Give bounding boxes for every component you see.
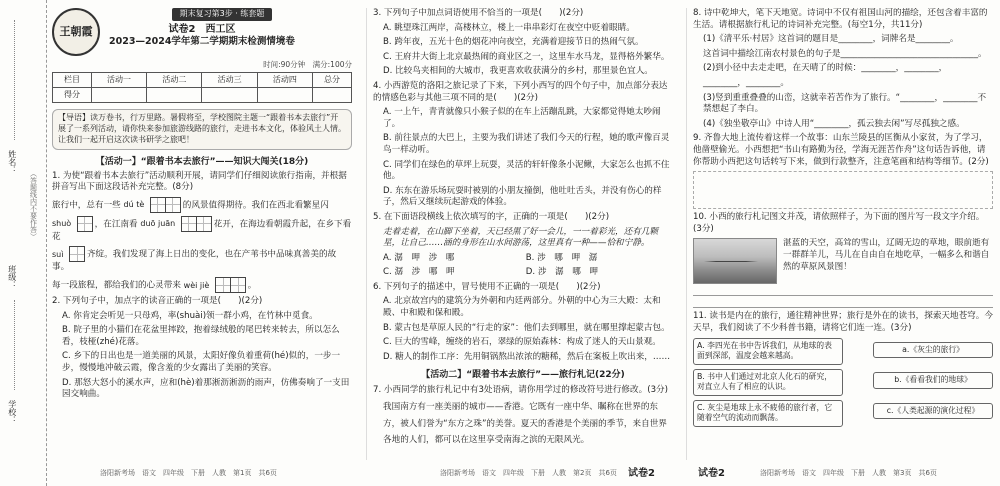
passage: 我国南方有一座美丽的城市——香港。它既有一座中华、瞩称在世界的东方，被人们誉为“东方之珠”的美誉。夏天的香港是个美丽的季节，来自世界各地的人们，都可以在这里享受南海之滨的无限风光。 <box>383 402 667 445</box>
answer-grid[interactable] <box>230 277 246 293</box>
text: 齐绽。我们发现了海上日出的变化，也在产苇书中品味真善美的故事。 <box>52 249 337 273</box>
footer-page3: 洛阳新考场 语文 四年级 下册 人教 第3页 共6页 <box>760 468 937 477</box>
text: 的风景值得期待。我们在西北看繁星闪 <box>182 200 329 211</box>
answer-grid[interactable] <box>181 216 197 232</box>
score-cell[interactable] <box>313 88 352 103</box>
fill-item[interactable]: ________，________。 <box>703 77 789 88</box>
publisher-logo: 王朝霞 <box>52 8 100 56</box>
class-label: 班级： <box>7 265 17 289</box>
question-7: 7. 小西同学的旅行札记中有3处语病，请你用学过的修改符号进行修改。(3分) <box>373 384 668 395</box>
question-9: 9. 齐鲁大地上流传着这样一个故事：山东兰陵县的匡衡从小家贫，为了学习，他凿壁偷光。小西想把“书山有路勤为径，学海无涯苦作舟”这句话告诉他，请你帮助小西把这句话转写下来，做到行款整齐，注意笔画和结构等细节。(2分) <box>693 133 989 167</box>
option: A. 潺 呷 涉 哪 <box>383 252 455 263</box>
score-cell[interactable] <box>147 88 202 103</box>
binding-notice: （答题线内不要作答） <box>29 170 38 240</box>
question-5: 5. 在下面语段横线上依次填写的字，正确的一项是( )(2分) <box>373 211 610 222</box>
fill-item[interactable]: (4)《独坐敬亭山》中诗人用“________，孤云独去闲”写尽孤独之感。 <box>703 118 965 129</box>
q10-answer-lines[interactable] <box>693 284 993 308</box>
question-11: 11. 读书是内在的旅行，通往精神世界；旅行是外在的读书，探索天地苍穹。今天早，我们阅读了不少科普书籍，请将它们连一连。(3分) <box>693 311 993 333</box>
option: B. 院子里的小猫们在花盆里摔跤，抱着绿绒般的尾巴转来转去，所以怎么看，枝桠(zhé)花落。 <box>62 325 340 347</box>
score-cell[interactable] <box>91 88 146 103</box>
guide-box: 【导语】读万卷书，行万里路。暑假将至，学校图院主题一“跟着书本去旅行”开展了一系列活动，请你快来参加旅游线路的旅行，走进书本文化，体验风土人情。让我们一起开启这次读书研学之旅吧！ <box>52 109 352 149</box>
score-header: 栏目 <box>53 73 92 88</box>
score-table <box>52 72 352 103</box>
question-6: 6. 下列句子的描述中，冒号使用不正确的一项是( )(2分) <box>373 281 601 292</box>
column-2 <box>366 8 673 460</box>
score-header: 活动一 <box>91 73 146 88</box>
option: C. 王府井大街上北京最热闹的商业区之一，这里车水马龙，显得格外繁华。 <box>383 51 670 62</box>
pinyin-line <box>52 197 352 213</box>
match-left <box>693 338 843 431</box>
question-8: 8. 诗中乾坤大，笔下天地宽。诗词中不仅有祖国山河的描绘，还包含着丰富的生活。请根据旅行札记的诗词补充完整。(每空1分，共11分) <box>693 8 988 30</box>
option: C. 乡下的日出也是一道美丽的风景，太阳好像负着重荷(hé)似的，一步一步，慢慢地冲破云霞，像含羞的少女露出了美丽的笑容。 <box>62 351 341 373</box>
option: A. 北京故宫内的建筑分为外朝和内廷两部分。外朝的中心为三大殿：太和殿、中和殿和保和殿。 <box>383 296 661 319</box>
footer-page2: 洛阳新考场 语文 四年级 下册 人教 第2页 共6页 <box>440 468 617 477</box>
column-3 <box>686 8 993 460</box>
binding-margin <box>0 0 47 486</box>
option: C. 同学们在绿色的草坪上玩耍，灵活的轩轩像条小泥鳅，大家怎么也抓不住他。 <box>383 159 670 182</box>
question-4: 4. 小西游览的洛阳之旅记录了下来，下列小西写的四个句子中，加点部分表达的情感色彩与其他三项不同的是( )(2分) <box>373 80 668 103</box>
fill-item[interactable]: (1)《清平乐·村居》这首词的题目是________，词牌名是________。 <box>703 34 959 45</box>
option: B. 前往景点的大巴上，主要为我们讲述了我们今天的行程，她的歌声像百灵鸟一样动听。 <box>383 133 670 155</box>
answer-grid[interactable] <box>165 197 181 213</box>
match-book[interactable]: b.《看看我们的地球》 <box>873 372 993 389</box>
fill-item[interactable]: (2)到小径中去走走吧，在天晴了的时候：________，________， <box>703 63 948 74</box>
sample-text: 湛蓝的天空，高耸的雪山，辽阔无边的草地，眼前逝有一群群羊儿，马儿在自由自在地吃草，一幅多么和谐自然的草原风景图！ <box>783 238 990 272</box>
match-right <box>873 342 993 431</box>
text: 旅行中，总有一些 <box>52 200 121 211</box>
question-1: 1. 为使“跟着书本去旅行”活动顺利开展，请同学们仔细阅读旅行指南，并根据拼音写出下面这段话补充完整。(8分) <box>52 170 347 193</box>
fill-item[interactable]: 这首词中描绘江南农村景色的句子是________________________________。 <box>703 48 987 59</box>
option: D. 东东在游乐场玩耍时被别的小朋友撞倒，他吐吐舌头，并没有伤心的样子，然后又继续玩起游戏的体验。 <box>383 185 662 208</box>
text: 每一段旅程，都给我们的心灵带来 <box>52 280 181 291</box>
paper-badge: 试卷2 <box>628 467 655 479</box>
score-header: 总分 <box>313 73 352 88</box>
pinyin: wèi jiè <box>183 280 210 290</box>
score-header: 活动三 <box>202 73 257 88</box>
answer-grid[interactable] <box>215 277 231 293</box>
pinyin-line <box>52 246 352 274</box>
exam-header <box>52 8 352 58</box>
option: D. 糖人的制作工序：先用铜锅熬出浓浓的糖稀，然后在案板上吹出来，…… <box>383 351 671 362</box>
school-label: 学校： <box>7 400 17 424</box>
option: B. 蒙古包是草原人民的“行走的家”：他们去到哪里，就在哪里撑起蒙古包。 <box>383 322 670 333</box>
text: ，在江南看 <box>94 219 138 230</box>
activity2-title: 【活动二】“跟着书本去旅行”——旅行札记(22分) <box>421 370 625 381</box>
score-row-label: 得分 <box>53 88 92 103</box>
question-3: 3. 下列句子中加点词语使用不恰当的一项是( )(2分) <box>373 8 584 18</box>
activity1-title: 【活动一】“跟着书本去旅行”——知识大闯关(18分) <box>95 156 309 167</box>
option-row <box>373 253 673 265</box>
exam-meta: 时间:90分钟 满分:100分 <box>263 60 352 69</box>
match-book[interactable]: c.《人类起源的演化过程》 <box>873 403 993 420</box>
question-2: 2. 下列句子中，加点字的读音正确的一项是( )(2分) <box>52 296 263 307</box>
answer-grid[interactable] <box>150 197 166 213</box>
paper-badge: 试卷2 <box>698 467 725 479</box>
option: A. 一上午，青青就像只小猴子似的在车上活蹦乱跳，大家都觉得她太吵闹了。 <box>383 107 661 129</box>
matching-area <box>693 338 993 431</box>
option: D. 那怒大怒小的溪水声，应和(hè)着那淅沥淅沥的雨声，仿佛奏响了一支田园交响曲。 <box>62 377 350 400</box>
question-10: 10. 小西的旅行札记图文并茂，请依照样子，为下面的图片写一段文字介绍。(3分) <box>693 212 985 234</box>
option: B. 涉 哪 呷 潺 <box>525 252 598 263</box>
name-label: 姓名： <box>7 150 17 174</box>
exam-subtitle: 2023—2024学年第二学期期末检测情境卷 <box>109 36 295 48</box>
header-band: 期末复习第3步 · 练套题 <box>172 8 273 21</box>
option: B. 跨年夜，五光十色的烟花冲向夜空，充满着迎接节日的热闹气氛。 <box>383 37 644 48</box>
pinyin-line <box>52 277 352 293</box>
column-1 <box>52 8 352 460</box>
option: D. 比较鸟夹相间的大城市，我更喜欢收获满分的乡村，那里景色宜人。 <box>383 66 653 77</box>
match-item[interactable]: B. 书中人们通过对北京人化石的研究，对直立人有了相应的认识。 <box>693 369 843 396</box>
score-header: 活动四 <box>257 73 312 88</box>
fill-item[interactable]: (3)竖到重重叠叠的山峦，这就幸若苦作为了旅行。“________，________不禁想起了李白。 <box>703 92 987 115</box>
score-header: 活动二 <box>147 73 202 88</box>
option: C. 巨大的雪峰，缠绕的岩石，翠绿的原始森林：构成了迷人的天山景观。 <box>383 337 661 348</box>
grassland-image <box>693 238 777 284</box>
score-cell[interactable] <box>202 88 257 103</box>
binding-dashline <box>14 20 16 140</box>
exam-title: 试卷2 西工区 <box>168 23 236 35</box>
pinyin-line <box>52 216 352 244</box>
answer-grid[interactable] <box>196 216 212 232</box>
option: C. 潺 涉 哪 呷 <box>383 267 455 278</box>
binding-dashline <box>14 300 16 390</box>
footer-page1: 洛阳新考场 语文 四年级 下册 人教 第1页 共6页 <box>100 468 277 477</box>
q10-sample <box>693 238 993 284</box>
handwriting-area[interactable] <box>693 171 993 209</box>
option: D. 涉 潺 哪 呷 <box>525 267 598 278</box>
pinyin: duō juān <box>140 219 176 229</box>
option-row <box>373 267 673 279</box>
match-book[interactable]: a.《灰尘的旅行》 <box>873 342 993 359</box>
score-cell[interactable] <box>257 88 312 103</box>
pinyin: dú tè <box>123 200 145 210</box>
answer-grid[interactable] <box>77 216 93 232</box>
option: A. 眺望珠江两岸，高楼林立，楼上一串串彩灯在夜空中贬着眼睛。 <box>383 22 635 33</box>
match-item[interactable]: A. 李四光在书中告诉我们，从地球的表面到深部，温度会越来越高。 <box>693 338 843 365</box>
pinyin: shuò <box>52 219 72 229</box>
passage: 走着走着，在山脚下坐着，天已经黑了好一会儿，一一着彩光，还有几颗星，让自己……涵的身形在山水间游荡，这里真有一种——恰和宁静。 <box>383 226 659 249</box>
pinyin: suì <box>52 249 64 259</box>
text: 。 <box>247 280 257 291</box>
match-item[interactable]: C. 灰尘是地球上永不疲倦的旅行者，它随着空气的流动而飘荡。 <box>693 400 843 427</box>
answer-grid[interactable] <box>69 246 85 262</box>
option: A. 你肯定会听见一只母鸡，率(shuài)领一群小鸡，在竹林中觅食。 <box>62 310 318 321</box>
text: 花开，在海边看朝霞升起，在乡下看花 <box>52 219 352 242</box>
